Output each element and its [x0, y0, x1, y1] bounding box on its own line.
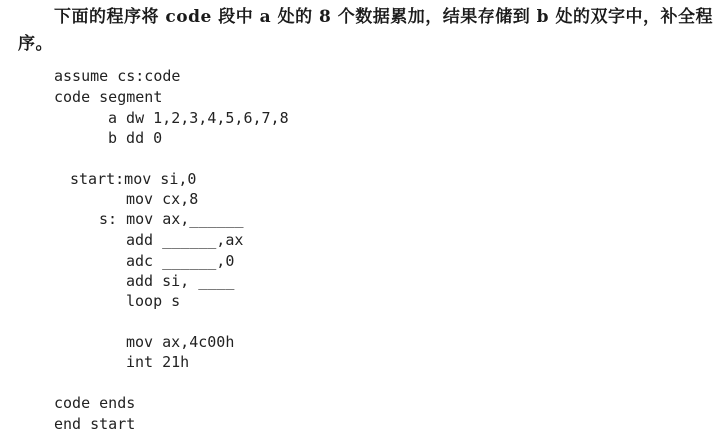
- code-line-loop: loop s: [126, 292, 181, 310]
- code-line-adc-blank: adc ______,0: [126, 252, 235, 270]
- code-line-end-start: end start: [54, 415, 136, 433]
- code-line-add-si: add si, ____: [126, 272, 235, 290]
- code-line-ends: code ends: [54, 394, 136, 412]
- code-line-data-a: a dw 1,2,3,4,5,6,7,8: [108, 109, 289, 127]
- code-line-add-blank: add ______,ax: [126, 231, 244, 249]
- problem-statement: 下面的程序将 code 段中 a 处的 8 个数据累加，结果存储到 b 处的双字中，补全程序。: [18, 7, 713, 54]
- code-line-mov-cx: mov cx,8: [126, 190, 199, 208]
- code-line-start: start:mov si,0: [70, 170, 197, 188]
- code-line-int: int 21h: [126, 353, 190, 371]
- code-line-data-b: b dd 0: [108, 129, 163, 147]
- code-line-mov-ax-exit: mov ax,4c00h: [126, 333, 235, 351]
- code-line-segment: code segment: [54, 88, 163, 106]
- code-line-assume: assume cs:code: [54, 67, 181, 85]
- code-line-label-s: s: mov ax,______: [99, 210, 244, 228]
